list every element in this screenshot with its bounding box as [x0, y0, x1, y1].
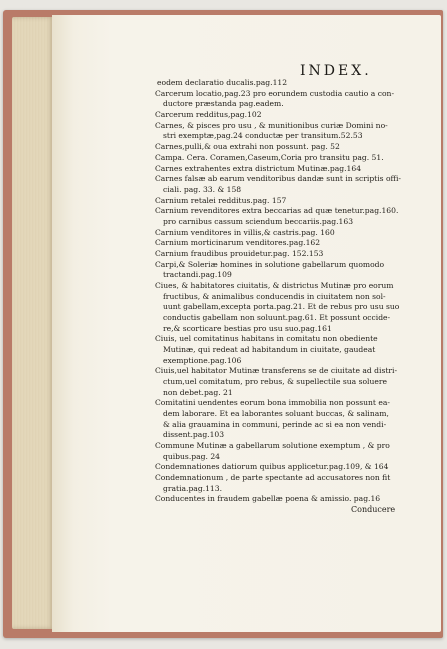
index-line: Carcerum redditus,pag.102 [155, 110, 262, 119]
index-line: non debet.pag. 21 [163, 388, 233, 397]
index-line: Carnes,pulli,& oua extrahi non possunt. pag. 52 [155, 142, 340, 151]
index-line: Mutinæ, qui redeat ad habitandum in ciuitate, gaudeat [163, 345, 376, 354]
index-line: pro carnibus cassum sciendum beccariis.pag.163 [163, 217, 354, 226]
index-line: re,& scorticare bestias pro usu suo.pag.161 [163, 324, 332, 333]
index-line: tractandi.pag.109 [163, 270, 232, 279]
index-line: quibus.pag. 24 [163, 452, 220, 461]
index-line: Ciues, & habitatores ciuitatis, & districtus Mutinæ pro eorum [155, 281, 394, 290]
index-line: Carpi,& Soleriæ homines in solutione gabellarum quomodo [155, 260, 385, 269]
index-line: Carnium revenditores extra beccarias ad quæ tenetur.pag.160. [155, 206, 399, 215]
index-line: ciali. pag. 33. & 158 [163, 185, 242, 194]
index-line: Campa. Cera. Coramen,Caseum,Coria pro transitu pag. 51. [155, 153, 384, 162]
index-line: Carcerum locatio,pag.23 pro eorundem custodia cautio a con- [155, 89, 395, 98]
index-line: exemptione.pag.106 [163, 356, 242, 365]
index-line: Conducentes in fraudem gabellæ poena & amissio. pag.16 [155, 494, 381, 503]
index-line: Carnium retalei redditus.pag. 157 [155, 196, 287, 205]
index-line: Carnes falsæ ab earum venditoribus dandæ sunt in scriptis offi- [155, 174, 401, 183]
page-heading: INDEX. [300, 63, 372, 79]
index-line: ductore præstanda pag.eadem. [163, 99, 284, 108]
index-line: Carnes extrahentes extra districtum Mutinæ.pag.164 [155, 164, 362, 173]
index-line: gratia.pag.113. [163, 484, 223, 493]
index-line: ctum,uel comitatum, pro rebus, & supellectile sua soluere [163, 377, 387, 386]
index-line: & alia grauamina in communi, perinde ac si ea non vendi- [163, 420, 387, 429]
index-line: stri exemptæ,pag.24 conductæ per transitum.52.53 [163, 131, 363, 140]
index-line: Carnium venditores in villis,& castris.pag. 160 [155, 228, 335, 237]
index-line: conductis gabellam non soluunt.pag.61. Et possunt occide- [163, 313, 391, 322]
index-line: fructibus, & animalibus conducendis in ciuitatem non sol- [163, 292, 386, 301]
index-line: eodem declaratio ducalis.pag.112 [157, 78, 288, 87]
index-line: dissent.pag.103 [163, 430, 225, 439]
catchword: Conducere [351, 505, 396, 514]
index-line: Ciuis,uel habitator Mutinæ transferens se de ciuitate ad distri- [155, 366, 398, 375]
index-line: Condemnationes datiorum quibus applicetur.pag.109, & 164 [155, 462, 389, 471]
index-line: Condemnationum , de parte spectante ad accusatores non fit [155, 473, 391, 482]
index-line: Ciuis, uel comitatinus habitans in comitatu non obediente [155, 334, 378, 343]
index-line: uunt gabellam,excepta porta.pag.21. Et de rebus pro usu suo [163, 302, 400, 311]
index-line: dem laborare. Et ea laborantes soluant buccas, & salinam, [163, 409, 389, 418]
index-line: Carnes, & pisces pro usu , & munitionibus curiæ Domini no- [155, 121, 388, 130]
index-line: Commune Mutinæ a gabellarum solutione exemptum , & pro [155, 441, 390, 450]
index-line: Comitatini uendentes eorum bona immobilia non possunt ea- [155, 398, 390, 407]
index-line: Carnium morticinarum venditores.pag.162 [155, 238, 321, 247]
index-line: Carnium fraudibus prouidetur.pag. 152.153 [155, 249, 324, 258]
page-edges [12, 17, 54, 629]
